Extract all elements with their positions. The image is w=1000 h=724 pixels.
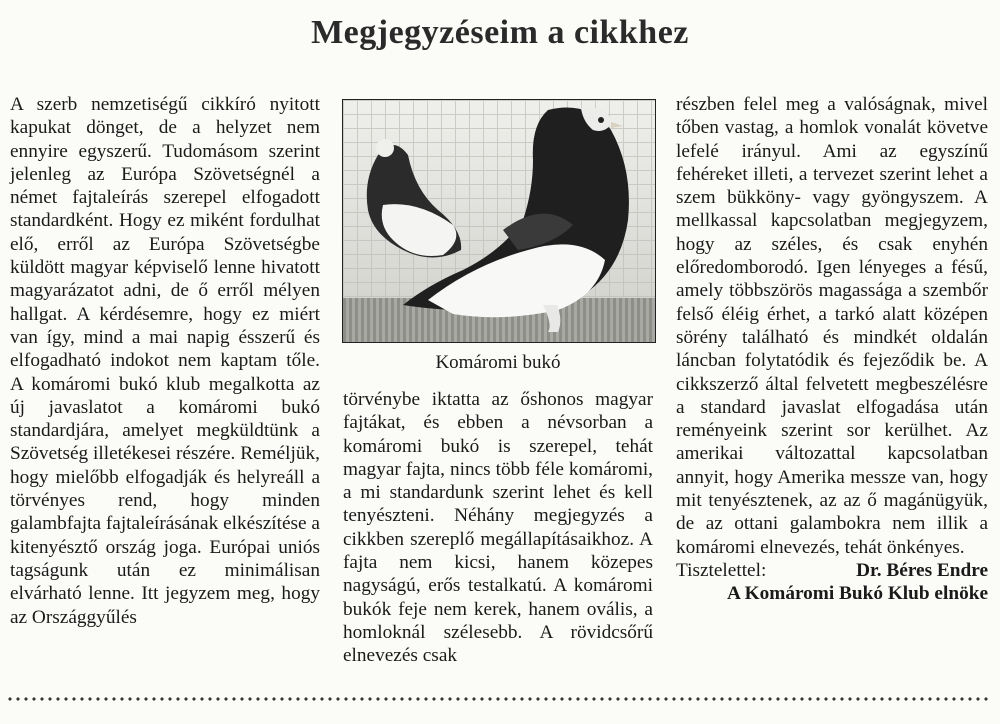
- pigeon-photo: [342, 99, 656, 343]
- signature-greeting: Tisztelettel:: [676, 559, 767, 581]
- column-1-text: A szerb nemzetiségű cikkíró nyitott kapukat dönget, de a helyzet nem ennyire egyszerű. Tudomásom szerint jelenleg az Európa Szövetségnél a német fajtaleírás szerepel elfogadott standardként. Hogy ez miként fordulhat elő, erről az Európa Szövetségbe küldött magyar képviselő lenne hivatott magyarázatot adni, de ő erről mélyen hallgat. A kérdésemre, hogy ez miért van így, mind a mai napig ésszerű és elfogadható indokot nem kaptam tőle. A komáromi bukó klub megalkotta az új javaslatot a komáromi bukó standardjára, amelyet megküldtünk a Szövetség illetékesei részére. Reméljük, hogy mielőbb elfogadják és helyreáll a törvényes rend, hogy minden galambfajta fajtaleírásának elkészítése a kitenyésztő ország joga. Európai uniós tagságunk után ez minimálisan elvárható lenne. Itt jegyzem meg, hogy az Országgyűlés: [10, 94, 320, 628]
- dotted-divider: [6, 696, 992, 702]
- article-column-3: [676, 93, 988, 606]
- photo-caption: Komáromi bukó: [435, 352, 561, 373]
- column-3-text: részben felel meg a valóságnak, mivel tőben vastag, a homlok vonalát követve lefelé irányul. Ami az egyszínű fehéreket illeti, a tervezet szerint lehet a szem bükköny- vagy gyöngyszem. A mellkassal kapcsolatban megjegyzem, hogy az széles, és csak enyhén előredomborodó. Igen lényeges a fésű, amely többszörös magassága a szembőr felső éléig érhet, a tarkó alatt középen sörény található és mindkét oldalán láncban folytatódik és fejeződik be. A cikkszerző által felvetett megbeszélésre a standard javaslat elfogadása után reményeink szerint sor kerülhet. Az amerikai változattal kapcsolatban annyit, hogy Amerika messze van, hogy mit tenyésztenek, az az ő magánügyük, de az ottani galambokra nem illik a komáromi elnevezés, tehát önkényes.: [676, 94, 988, 558]
- column-2-text: törvénybe iktatta az őshonos magyar fajtákat, és ebben a névsorban a komáromi bukó is szerepel, tehát magyar fajta, nincs több féle komáromi, a mi standardunk szerint lehet és kell tenyészteni. Néhány megjegyzés a cikkben szereplő megállapításaikhoz. A fajta nem kicsi, hanem közepes nagyságú, erős testalkatú. A komáromi bukók feje nem kerek, hanem ovális, a homloknál szélesebb. A rövidcsőrű elnevezés csak: [343, 389, 653, 667]
- signature-name: Dr. Béres Endre: [856, 559, 988, 581]
- article-column-2: [343, 388, 653, 668]
- article-column-1: [10, 93, 320, 629]
- signature-role: A Komáromi Bukó Klub elnöke: [726, 583, 988, 605]
- article-title: Megjegyzéseim a cikkhez: [311, 14, 689, 51]
- pigeon-photo-image: [343, 100, 655, 342]
- signature-line: [676, 559, 988, 582]
